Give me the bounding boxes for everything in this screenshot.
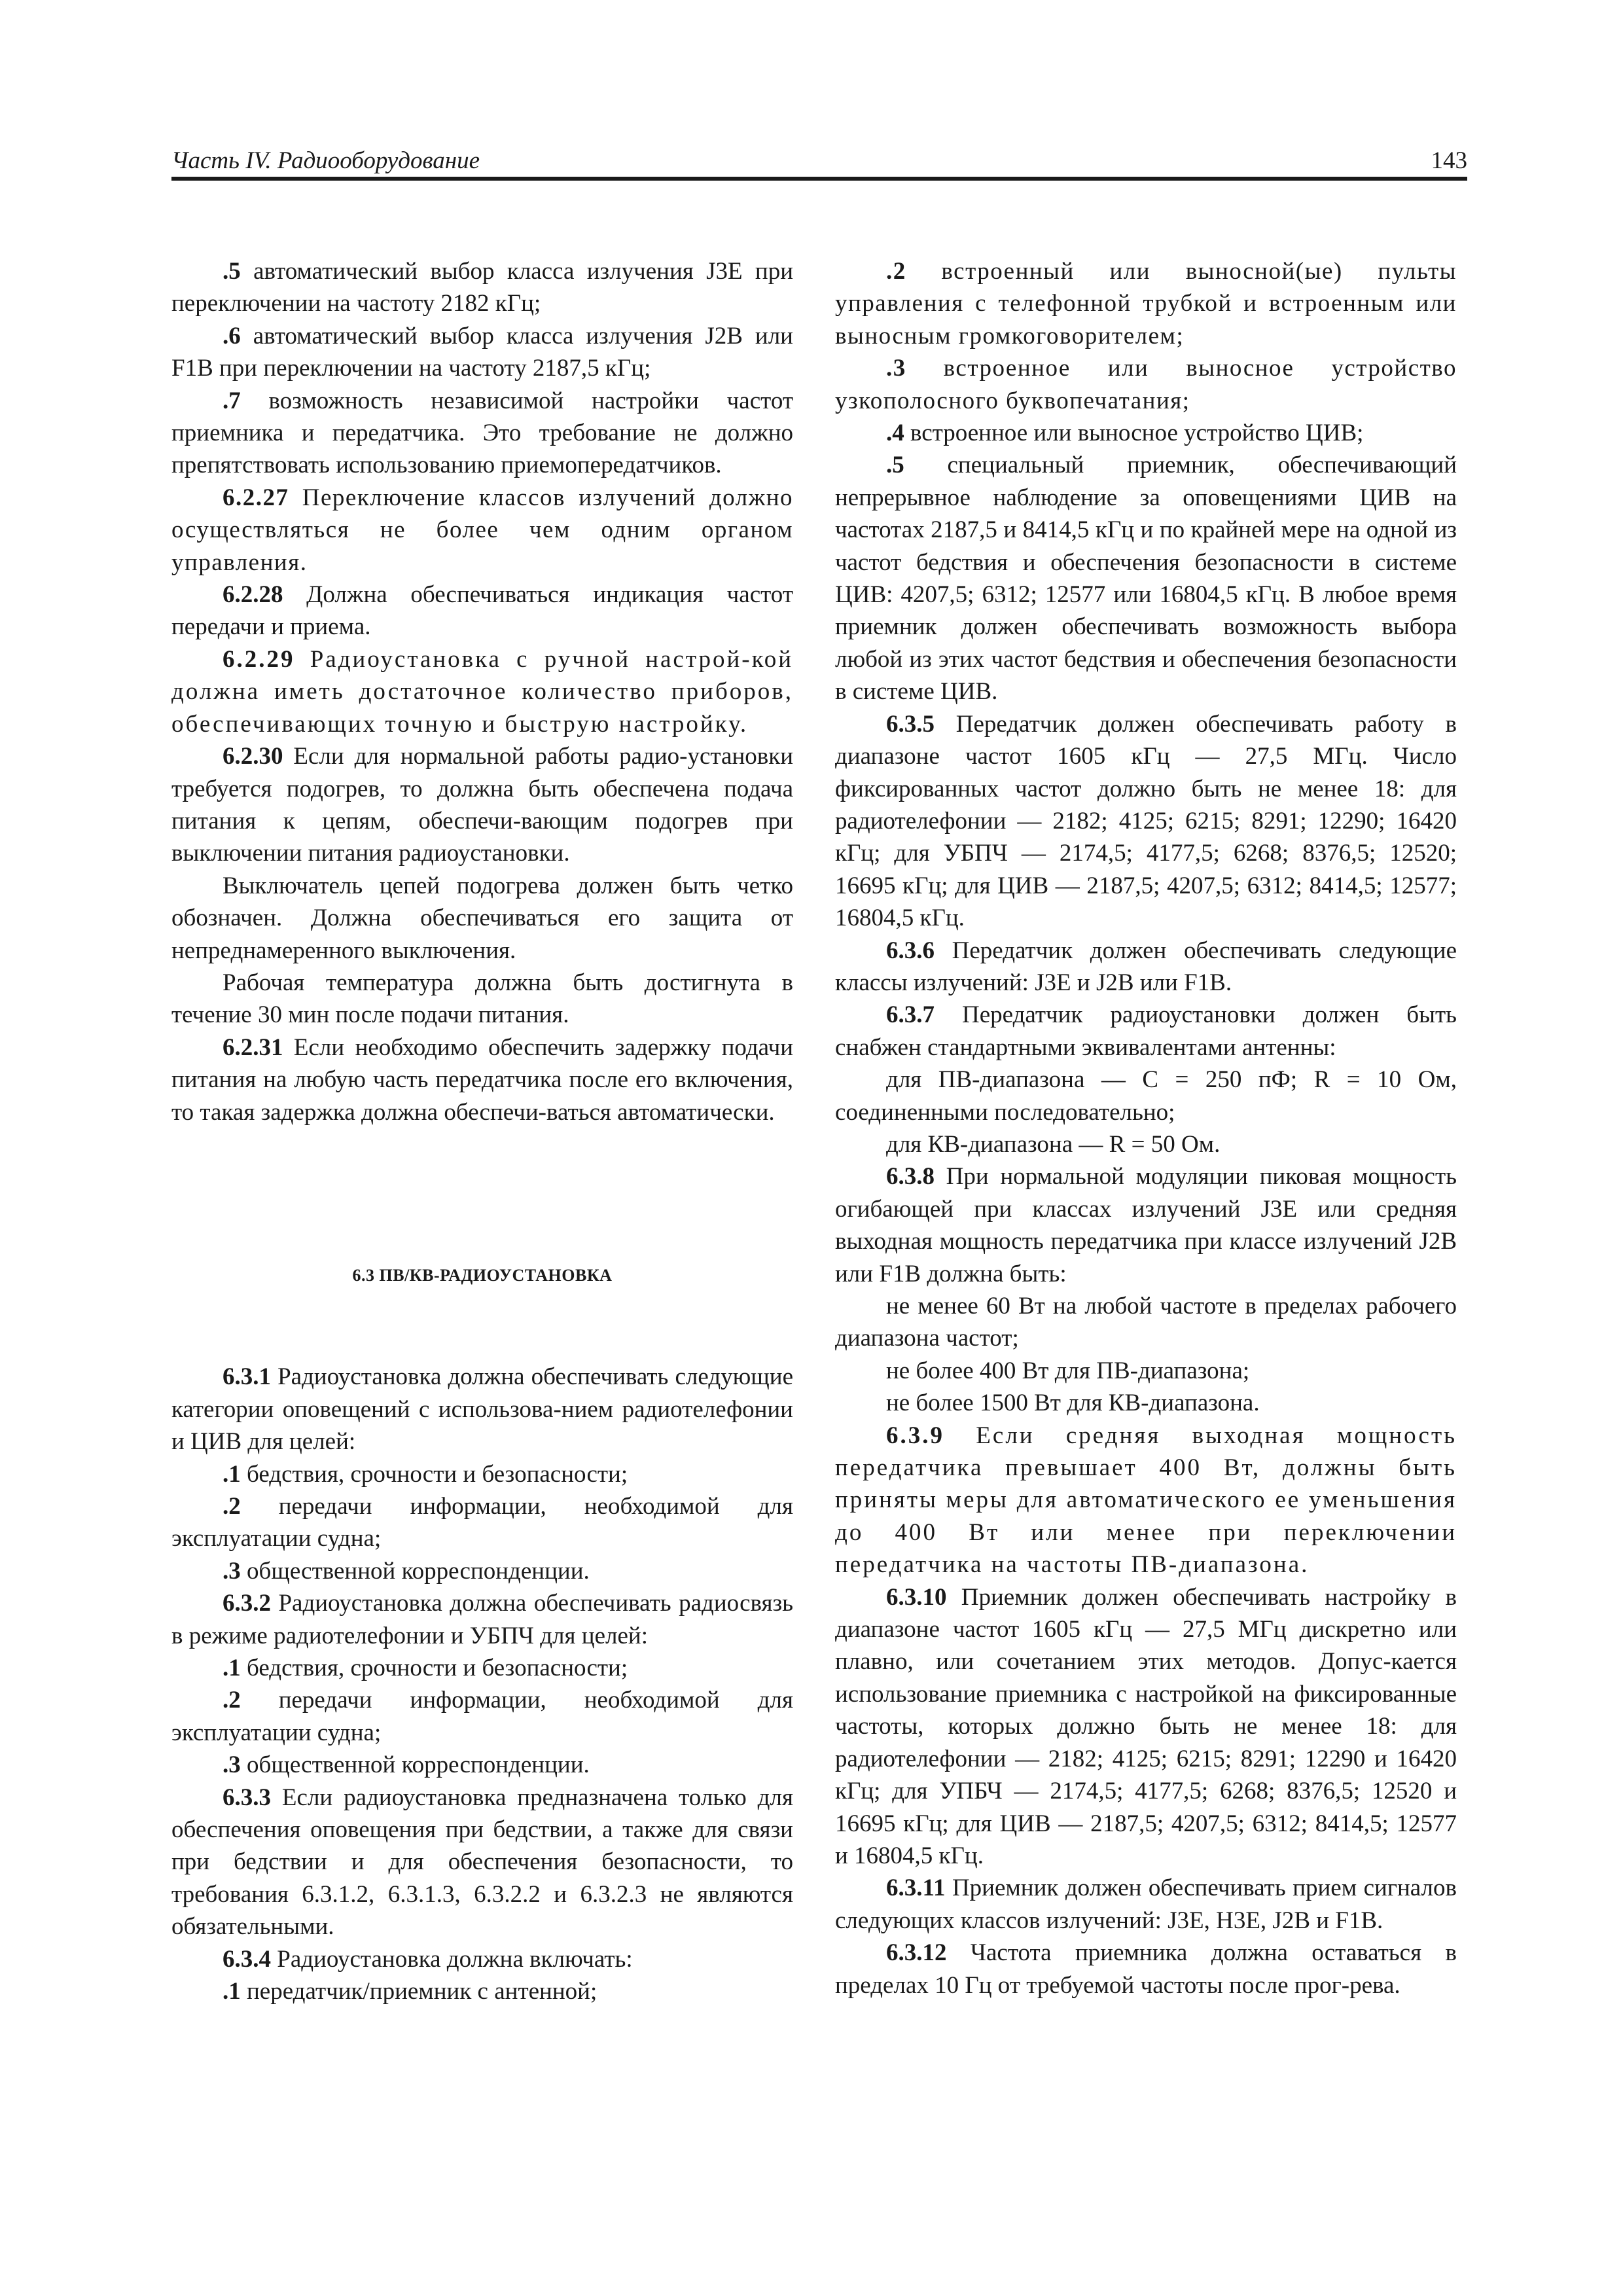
paragraph: Рабочая температура должна быть достигнута в течение 30 мин после подачи питания. [171, 969, 793, 1029]
paragraph: .3 общественной корреспонденции. [223, 1557, 590, 1585]
paragraph: .3 встроенное или выносное устройство узкополосного буквопечатания; [835, 355, 1457, 414]
paragraph: Выключатель цепей подогрева должен быть четко обозначен. Должна обеспечиваться его защита от непреднамеренного выключения. [171, 872, 793, 964]
paragraph: 6.3.4 Радиоустановка должна включать: [223, 1945, 633, 1973]
paragraph: для КВ-диапазона — R = 50 Ом. [886, 1130, 1221, 1158]
paragraph: 6.3.12 Частота приемника должна оставаться в пределах 10 Гц от требуемой частоты после прог-рева. [835, 1939, 1457, 1999]
paragraph: .2 передачи информации, необходимой для эксплуатации судна; [171, 1493, 793, 1552]
paragraph: .3 общественной корреспонденции. [223, 1751, 590, 1779]
paragraph: 6.3.6 Передатчик должен обеспечивать следующие классы излучений: J3E и J2B или F1B. [835, 937, 1457, 996]
paragraph: 6.3.10 Приемник должен обеспечивать настройку в диапазоне частот 1605 кГц — 27,5 МГц дискретно или плавно, или сочетанием этих методов. Допус-кается использование приемника с настройкой на фиксированные частоты, которых должно быть не менее 18: для радиотелефонии — 2182; 4125; 6215; 8291; 12290 и 16420 кГц; для УПБЧ — 2174,5; 4177,5; 6268; 8376,5; 12520 и 16695 кГц; для ЦИВ — 2187,5; 4207,5; 6312; 8414,5; 12577 и 16804,5 кГц. [835, 1583, 1457, 1869]
paragraph: .4 встроенное или выносное устройство ЦИВ; [886, 420, 1364, 447]
paragraph: .1 бедствия, срочности и безопасности; [223, 1460, 628, 1488]
paragraph: 6.3.3 Если радиоустановка предназначена только для обеспечения оповещения при бедствии, а также для связи при бедствии и для обеспечения безопасности, то требования 6.3.1.2, 6.3.1.3, 6.3.2.2 и 6.3.2.3 не являются обязательными. [171, 1784, 793, 1941]
paragraph: 6.2.28 Должна обеспечиваться индикация частот передачи и приема. [171, 581, 793, 641]
paragraph: .7 возможность независимой настройки частот приемника и передатчика. Это требование не должно препятствовать использованию приемопередатчиков. [171, 387, 793, 479]
paragraph: 6.3.11 Приемник должен обеспечивать прием сигналов следующих классов излучений: J3E, H3E, J2B и F1B. [835, 1874, 1457, 1934]
paragraph: .6 автоматический выбор класса излучения J2B или F1B при переключении на частоту 2187,5 кГц; [171, 322, 793, 382]
paragraph: 6.2.27 Переключение классов излучений должно осуществляться не более чем одним органом управления. [171, 484, 793, 576]
paragraph: .2 встроенный или выносной(ые) пульты управления с телефонной трубкой и встроенным или выносным громкоговорителем; [835, 258, 1457, 350]
page-number: 143 [1431, 147, 1467, 174]
paragraph: .1 бедствия, срочности и безопасности; [223, 1655, 628, 1682]
paragraph: не более 400 Вт для ПВ-диапазона; [886, 1357, 1250, 1384]
header-rule [171, 177, 1467, 181]
paragraph: .5 автоматический выбор класса излучения J3E при переключении на частоту 2182 кГц; [171, 258, 793, 317]
paragraph: .5 специальный приемник, обеспечивающий непрерывное наблюдение за оповещениями ЦИВ на частотах 2187,5 и 8414,5 кГц и по крайней мере на одной из частот бедствия и обеспечения безопасности в системе ЦИВ: 4207,5; 6312; 12577 или 16804,5 кГц. В любое время приемник должен обеспечивать возможность выбора любой из этих частот бедствия и обеспечения безопасности в системе ЦИВ. [835, 452, 1457, 706]
paragraph: 6.3.5 Передатчик должен обеспечивать работу в диапазоне частот 1605 кГц — 27,5 МГц. Число фиксированных частот должно быть не менее 18: для радиотелефонии — 2182; 4125; 6215; 8291; 12290; 16420 кГц; для УБПЧ — 2174,5; 4177,5; 6268; 8376,5; 12520; 16695 кГц; для ЦИВ — 2187,5; 4207,5; 6312; 8414,5; 12577; 16804,5 кГц. [835, 710, 1457, 932]
paragraph: .1 передатчик/приемник с антенной; [223, 1978, 597, 2005]
paragraph: для ПВ-диапазона — C = 250 пФ; R = 10 Ом, соединенными последовательно; [835, 1066, 1457, 1126]
paragraph: .2 передачи информации, необходимой для эксплуатации судна; [171, 1687, 793, 1746]
paragraph: не менее 60 Вт на любой частоте в пределах рабочего диапазона частот; [835, 1293, 1457, 1352]
paragraph: 6.2.31 Если необходимо обеспечить задержку подачи питания на любую часть передатчика после его включения, то такая задержка должна обеспечи-ваться автоматически. [171, 1033, 793, 1126]
running-title: Часть IV. Радиооборудование [171, 147, 480, 174]
paragraph: 6.2.30 Если для нормальной работы радио-установки требуется подогрев, то должна быть обеспечена подача питания к цепям, обеспечи-вающим подогрев при выключении питания радиоустановки. [171, 743, 793, 867]
right-column [835, 255, 1457, 2001]
paragraph: 6.3.2 Радиоустановка должна обеспечивать радиосвязь в режиме радиотелефонии и УБПЧ для целей: [171, 1590, 793, 1649]
paragraph: 6.3.9 Если средняя выходная мощность передатчика превышает 400 Вт, должны быть приняты меры для автоматического ее уменьшения до 400 Вт или менее при переключении передатчика на частоты ПВ-диапазона. [835, 1422, 1457, 1579]
paragraph: 6.3.7 Передатчик радиоустановки должен быть снабжен стандартными эквивалентами антенны: [835, 1001, 1457, 1061]
paragraph: 6.2.29 Радиоустановка с ручной настрой-кой должна иметь достаточное количество приборов, обеспечивающих точную и быструю настройку. [171, 645, 793, 738]
paragraph: 6.3.8 При нормальной модуляции пиковая мощность огибающей при классах излучений J3E или средняя выходная мощность передатчика при классе излучений J2B или F1B должна быть: [835, 1163, 1457, 1287]
paragraph: 6.3.1 Радиоустановка должна обеспечивать следующие категории оповещений с использова-нием радиотелефонии и ЦИВ для целей: [171, 1363, 793, 1456]
page-header [171, 145, 1467, 177]
left-column [171, 255, 793, 2008]
paragraph: не более 1500 Вт для КВ-диапазона. [886, 1390, 1260, 1417]
section-heading: 6.3 ПВ/КВ-РАДИОУСТАНОВКА [352, 1265, 613, 1285]
